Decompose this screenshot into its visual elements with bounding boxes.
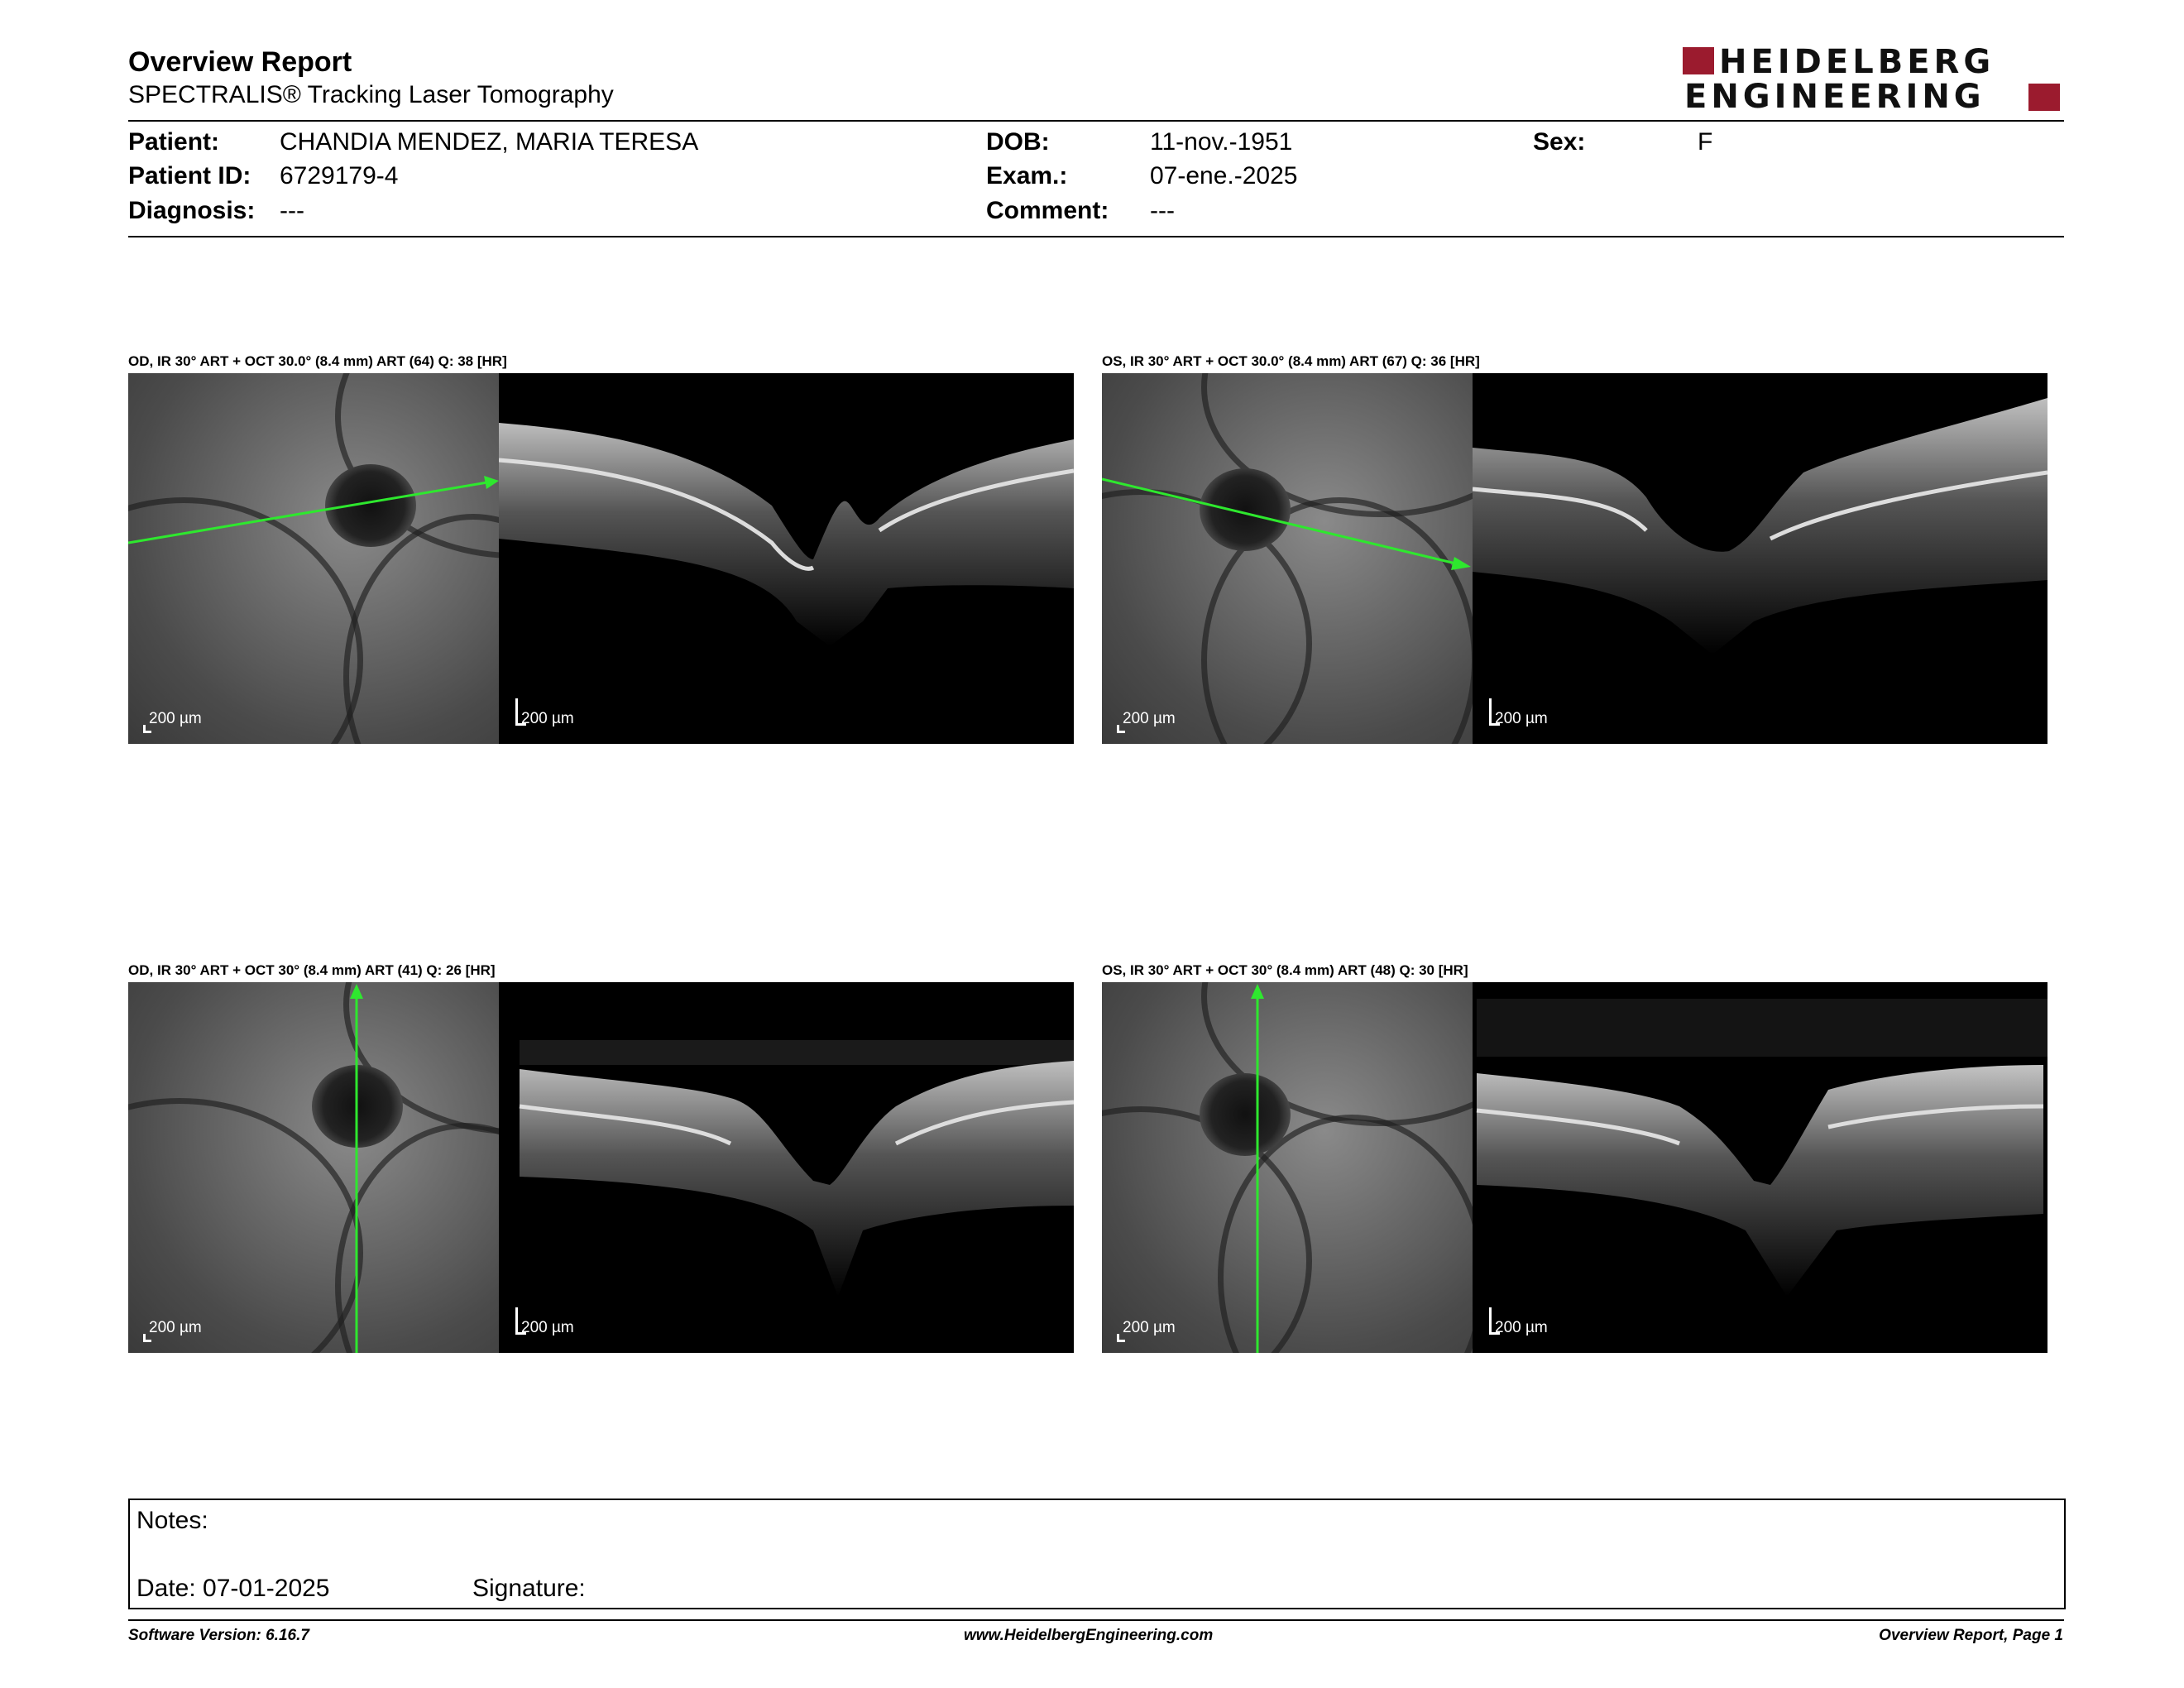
dob-label: DOB: xyxy=(986,128,1050,156)
ir-scale-bar: 200 µm xyxy=(149,710,202,728)
scan-caption: OD, IR 30° ART + OCT 30° (8.4 mm) ART (41) Q: 26 [HR] xyxy=(128,962,496,978)
scan-line[interactable] xyxy=(128,373,499,744)
dob-value: 11-nov.-1951 xyxy=(1150,128,1293,156)
diagnosis-value: --- xyxy=(280,197,304,224)
website-link[interactable]: www.HeidelbergEngineering.com xyxy=(964,1627,1214,1644)
heidelberg-logo xyxy=(1683,43,2063,116)
scan-panel-os-vertical[interactable] xyxy=(1102,982,2048,1353)
date-label: Date: 07-01-2025 xyxy=(136,1575,330,1602)
patient-info-divider xyxy=(128,236,2064,237)
ir-scale-bar: 200 µm xyxy=(149,1319,202,1337)
signature-label: Signature: xyxy=(472,1575,586,1602)
patient-id-value: 6729179-4 xyxy=(280,162,399,189)
oct-bscan-image[interactable] xyxy=(499,982,1074,1353)
ir-fundus-image[interactable] xyxy=(1102,373,1473,744)
scan-line[interactable] xyxy=(1102,982,1473,1353)
oct-bscan-image[interactable] xyxy=(1473,982,2048,1353)
logo-square-icon xyxy=(1683,47,1714,74)
ir-scale-bar: 200 µm xyxy=(1123,710,1176,728)
ir-scale-bar: 200 µm xyxy=(1123,1319,1176,1337)
exam-value: 07-ene.-2025 xyxy=(1150,162,1298,189)
diagnosis-label: Diagnosis: xyxy=(128,197,256,224)
logo-line-1: HEIDELBERG xyxy=(1719,43,1995,81)
notes-label: Notes: xyxy=(136,1507,208,1534)
oct-scale-bar: 200 µm xyxy=(521,1319,574,1337)
scan-caption: OD, IR 30° ART + OCT 30.0° (8.4 mm) ART (64) Q: 38 [HR] xyxy=(128,353,507,369)
exam-label: Exam.: xyxy=(986,162,1068,189)
oct-bscan-image[interactable] xyxy=(1473,373,2048,744)
scan-line[interactable] xyxy=(128,982,499,1353)
ir-fundus-image[interactable] xyxy=(1102,982,1473,1353)
report-subtitle: SPECTRALIS® Tracking Laser Tomography xyxy=(128,81,614,108)
logo-line-2: ENGINEERING xyxy=(1684,78,1985,116)
scan-panel-od-vertical[interactable] xyxy=(128,982,1074,1353)
patient-label: Patient: xyxy=(128,128,220,156)
logo-square-icon xyxy=(2028,84,2060,111)
oct-bscan-image[interactable] xyxy=(499,373,1074,744)
software-version: Software Version: 6.16.7 xyxy=(128,1627,309,1644)
notes-box[interactable] xyxy=(128,1499,2066,1609)
patient-id-label: Patient ID: xyxy=(128,162,251,189)
comment-value: --- xyxy=(1150,197,1175,224)
ir-fundus-image[interactable] xyxy=(128,982,499,1353)
scan-line[interactable] xyxy=(1102,373,1473,744)
oct-scale-bar: 200 µm xyxy=(521,710,574,728)
scan-panel-os-horizontal[interactable] xyxy=(1102,373,2048,744)
sex-value: F xyxy=(1698,128,1713,156)
footer-divider xyxy=(128,1619,2064,1621)
comment-label: Comment: xyxy=(986,197,1109,224)
sex-label: Sex: xyxy=(1533,128,1586,156)
report-title: Overview Report xyxy=(128,46,352,78)
scan-caption: OS, IR 30° ART + OCT 30° (8.4 mm) ART (48) Q: 30 [HR] xyxy=(1102,962,1468,978)
patient-name: CHANDIA MENDEZ, MARIA TERESA xyxy=(280,128,699,156)
page-number: Overview Report, Page 1 xyxy=(1879,1627,2063,1644)
scan-caption: OS, IR 30° ART + OCT 30.0° (8.4 mm) ART (67) Q: 36 [HR] xyxy=(1102,353,1480,369)
oct-scale-bar: 200 µm xyxy=(1495,1319,1548,1337)
oct-scale-bar: 200 µm xyxy=(1495,710,1548,728)
scan-panel-od-horizontal[interactable] xyxy=(128,373,1074,744)
header-divider xyxy=(128,120,2064,122)
ir-fundus-image[interactable] xyxy=(128,373,499,744)
